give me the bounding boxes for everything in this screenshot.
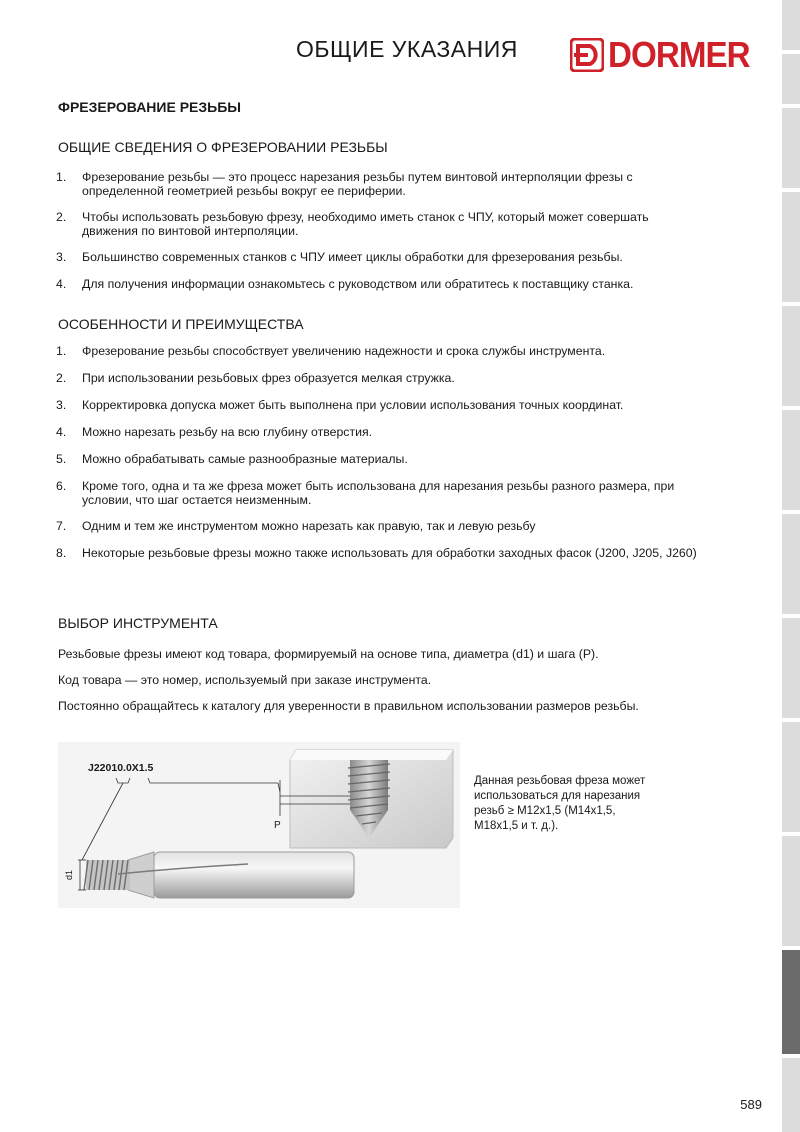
side-tab xyxy=(782,836,800,946)
product-code-label: J22010.0X1.5 xyxy=(88,762,154,774)
list-number: 4. xyxy=(56,277,67,291)
side-tab xyxy=(782,722,800,832)
paragraph: Резьбовые фрезы имеют код товара, формируемый на основе типа, диаметра (d1) и шага (P). xyxy=(58,647,599,661)
list-text: условии, что шаг остается неизменным. xyxy=(82,493,312,507)
list-item xyxy=(56,210,649,238)
list-item xyxy=(56,398,697,412)
caption-line: использоваться для нарезания xyxy=(474,790,641,802)
page-title: ОБЩИЕ УКАЗАНИЯ xyxy=(296,36,518,62)
caption-line: Данная резьбовая фреза может xyxy=(474,775,646,787)
side-tab xyxy=(782,1058,800,1132)
caption-line: резьб ≥ M12x1,5 (M14x1,5, xyxy=(474,805,616,817)
diameter-label: d1 xyxy=(64,869,75,881)
section-subheading: ОБЩИЕ СВЕДЕНИЯ О ФРЕЗЕРОВАНИИ РЕЗЬБЫ xyxy=(58,139,388,155)
list-text: Большинство современных станков с ЧПУ имеет циклы обработки для фрезерования резьбы. xyxy=(82,250,623,264)
side-tab xyxy=(782,306,800,406)
dormer-logo-icon xyxy=(570,38,604,72)
logo-text: DORMER xyxy=(608,34,750,75)
list-number: 4. xyxy=(56,425,67,439)
list-number: 5. xyxy=(56,452,67,466)
list-number: 6. xyxy=(56,479,67,493)
list-number: 1. xyxy=(56,170,67,184)
list-number: 3. xyxy=(56,398,67,412)
side-tab xyxy=(782,514,800,614)
dormer-logo xyxy=(570,36,766,74)
thread-mill-figure xyxy=(58,740,460,910)
paragraph: Постоянно обращайтесь к каталогу для уверенности в правильном использовании размеров резьбы. xyxy=(58,699,639,713)
list-item xyxy=(56,479,697,507)
features-list xyxy=(56,344,697,560)
list-text: Можно обрабатывать самые разнообразные материалы. xyxy=(82,452,408,466)
list-number: 1. xyxy=(56,344,67,358)
list-number: 2. xyxy=(56,210,67,224)
list-text: Можно нарезать резьбу на всю глубину отверстия. xyxy=(82,425,373,439)
general-info-list xyxy=(56,170,649,291)
list-text: Фрезерование резьбы способствует увеличению надежности и срока службы инструмента. xyxy=(82,344,606,358)
list-item xyxy=(56,170,649,198)
side-tab xyxy=(782,108,800,188)
side-tab xyxy=(782,0,800,50)
paragraph: Код товара — это номер, используемый при заказе инструмента. xyxy=(58,673,432,687)
page-number: 589 xyxy=(740,1097,762,1112)
list-item xyxy=(56,250,649,264)
list-text: Одним и тем же инструментом можно нарезать как правую, так и левую резьбу xyxy=(82,519,536,533)
list-number: 7. xyxy=(56,519,67,533)
side-tab xyxy=(782,54,800,104)
section-subheading: ВЫБОР ИНСТРУМЕНТА xyxy=(58,615,218,631)
list-item xyxy=(56,344,697,358)
list-text: Чтобы использовать резьбовую фрезу, необходимо иметь станок с ЧПУ, который может совершать xyxy=(82,210,649,224)
list-number: 2. xyxy=(56,371,67,385)
side-tabs xyxy=(782,0,800,1132)
section-heading: ФРЕЗЕРОВАНИЕ РЕЗЬБЫ xyxy=(58,99,241,115)
list-item xyxy=(56,546,697,560)
list-item xyxy=(56,519,697,533)
list-item xyxy=(56,371,697,385)
list-text: Некоторые резьбовые фрезы можно также использовать для обработки заходных фасок (J200, J205, J260) xyxy=(82,546,697,560)
list-text: движения по винтовой интерполяции. xyxy=(82,224,299,238)
list-item xyxy=(56,277,649,291)
list-number: 3. xyxy=(56,250,67,264)
section-subheading: ОСОБЕННОСТИ И ПРЕИМУЩЕСТВА xyxy=(58,316,304,332)
figure-caption xyxy=(474,774,694,834)
list-text: При использовании резьбовых фрез образуется мелкая стружка. xyxy=(82,371,455,385)
side-tab xyxy=(782,410,800,510)
list-item xyxy=(56,425,697,439)
caption-line: M18x1,5 и т. д.). xyxy=(474,820,559,832)
list-text: Для получения информации ознакомьтесь с руководством или обратитесь к поставщику станка. xyxy=(82,277,634,291)
list-text: Фрезерование резьбы — это процесс нарезания резьбы путем винтовой интерполяции фрезы с xyxy=(82,170,633,184)
side-tab xyxy=(782,192,800,302)
list-text: Кроме того, одна и та же фреза может быть использована для нарезания резьбы разного размера, при xyxy=(82,479,675,493)
pitch-label: P xyxy=(274,820,281,831)
side-tab-active xyxy=(782,950,800,1054)
list-item xyxy=(56,452,697,466)
side-tab xyxy=(782,618,800,718)
list-text: Корректировка допуска может быть выполнена при условии использования точных координат. xyxy=(82,398,624,412)
list-text: определенной геометрией резьбы вокруг ее периферии. xyxy=(82,184,406,198)
list-number: 8. xyxy=(56,546,67,560)
